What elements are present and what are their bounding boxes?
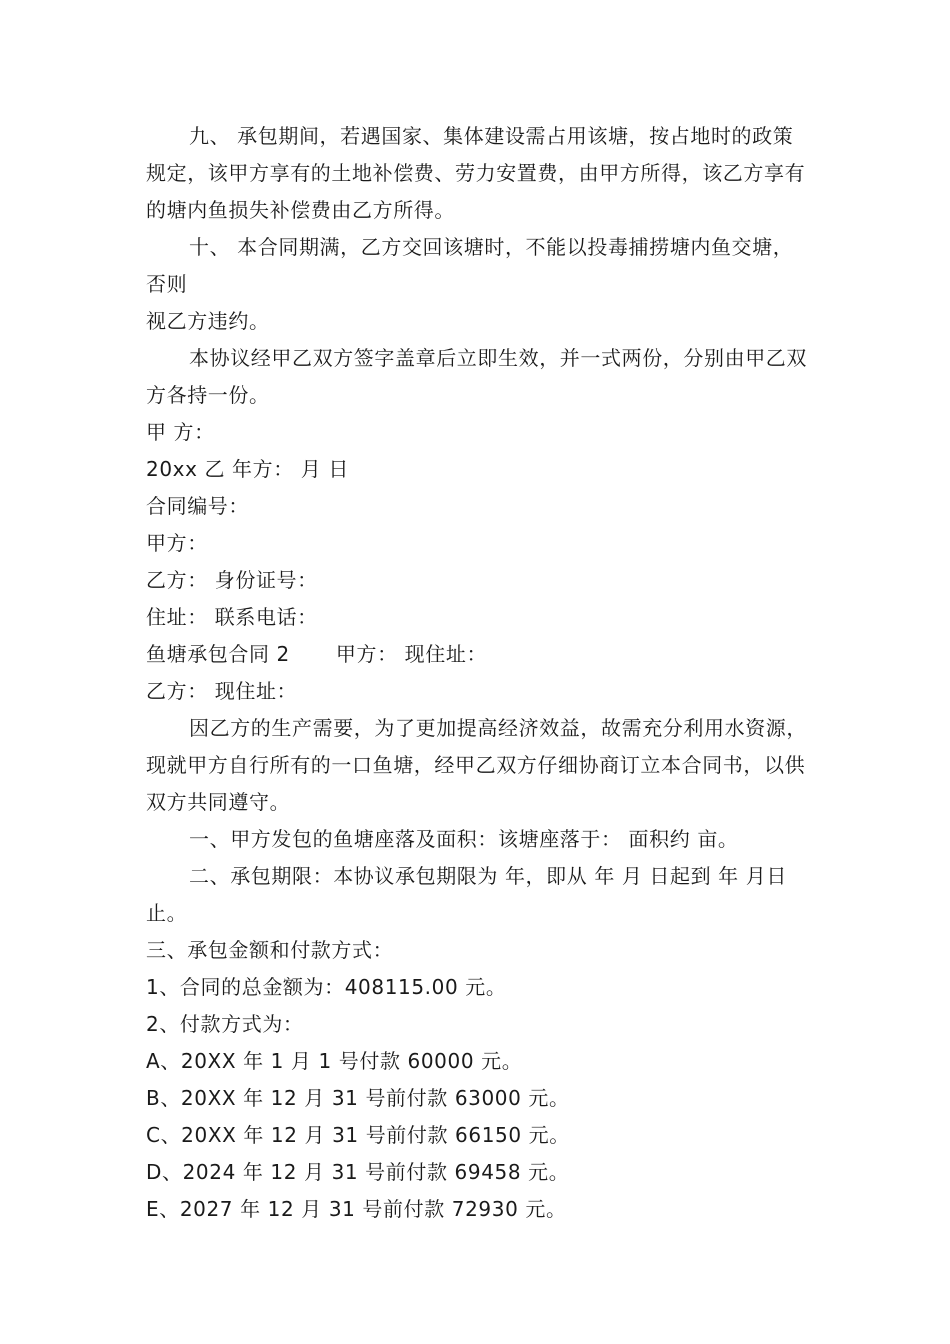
signature-date: 20xx 乙 年方： 月 日 [146, 457, 349, 481]
contract-two-title: 鱼塘承包合同 2 [146, 642, 290, 666]
item-three: 三、承包金额和付款方式： [146, 938, 394, 962]
contract-two-heading-line [146, 636, 810, 673]
clause-ten: 十、 本合同期满，乙方交回该塘时，不能以投毒捕捞塘内鱼交塘，否则 [146, 235, 794, 296]
payment-d: D、2024 年 12 月 31 号前付款 69458 元。 [146, 1160, 570, 1184]
payment-c: C、20XX 年 12 月 31 号前付款 66150 元。 [146, 1123, 570, 1147]
effect-clause: 本协议经甲乙双方签字盖章后立即生效，并一式两份，分别由甲乙双方各持一份。 [146, 346, 807, 407]
payment-a: A、20XX 年 1 月 1 号付款 60000 元。 [146, 1049, 523, 1073]
signature-party-a: 甲 方： [146, 420, 215, 444]
party-a-label: 甲方： [146, 531, 208, 555]
payment-e: E、2027 年 12 月 31 号前付款 72930 元。 [146, 1197, 567, 1221]
clause-ten-continued: 视乙方违约。 [146, 309, 270, 333]
item-one: 一、甲方发包的鱼塘座落及面积：该塘座落于： 面积约 亩。 [189, 827, 739, 851]
item-three-method: 2、付款方式为： [146, 1012, 304, 1036]
item-three-total: 1、合同的总金额为：408115.00 元。 [146, 975, 507, 999]
payment-b: B、20XX 年 12 月 31 号前付款 63000 元。 [146, 1086, 570, 1110]
address-phone-label: 住址： 联系电话： [146, 605, 318, 629]
intro-paragraph: 因乙方的生产需要，为了更加提高经济效益，故需充分利用水资源，现就甲方自行所有的一口鱼塘，经甲乙双方仔细协商订立本合同书，以供双方共同遵守。 [146, 716, 807, 814]
document-body [146, 118, 810, 1228]
party-b-address-label: 乙方： 现住址： [146, 679, 298, 703]
contract-two-party-a: 甲方： 现住址： [335, 642, 488, 666]
contract-number-label: 合同编号： [146, 494, 249, 518]
party-b-id-label: 乙方： 身份证号： [146, 568, 318, 592]
item-two: 二、承包期限：本协议承包期限为 年，即从 年 月 日起到 年 月日止。 [146, 864, 787, 925]
clause-nine: 九、 承包期间，若遇国家、集体建设需占用该塘，按占地时的政策规定，该甲方享有的土地补偿费、劳力安置费，由甲方所得，该乙方享有的塘内鱼损失补偿费由乙方所得。 [146, 124, 806, 222]
